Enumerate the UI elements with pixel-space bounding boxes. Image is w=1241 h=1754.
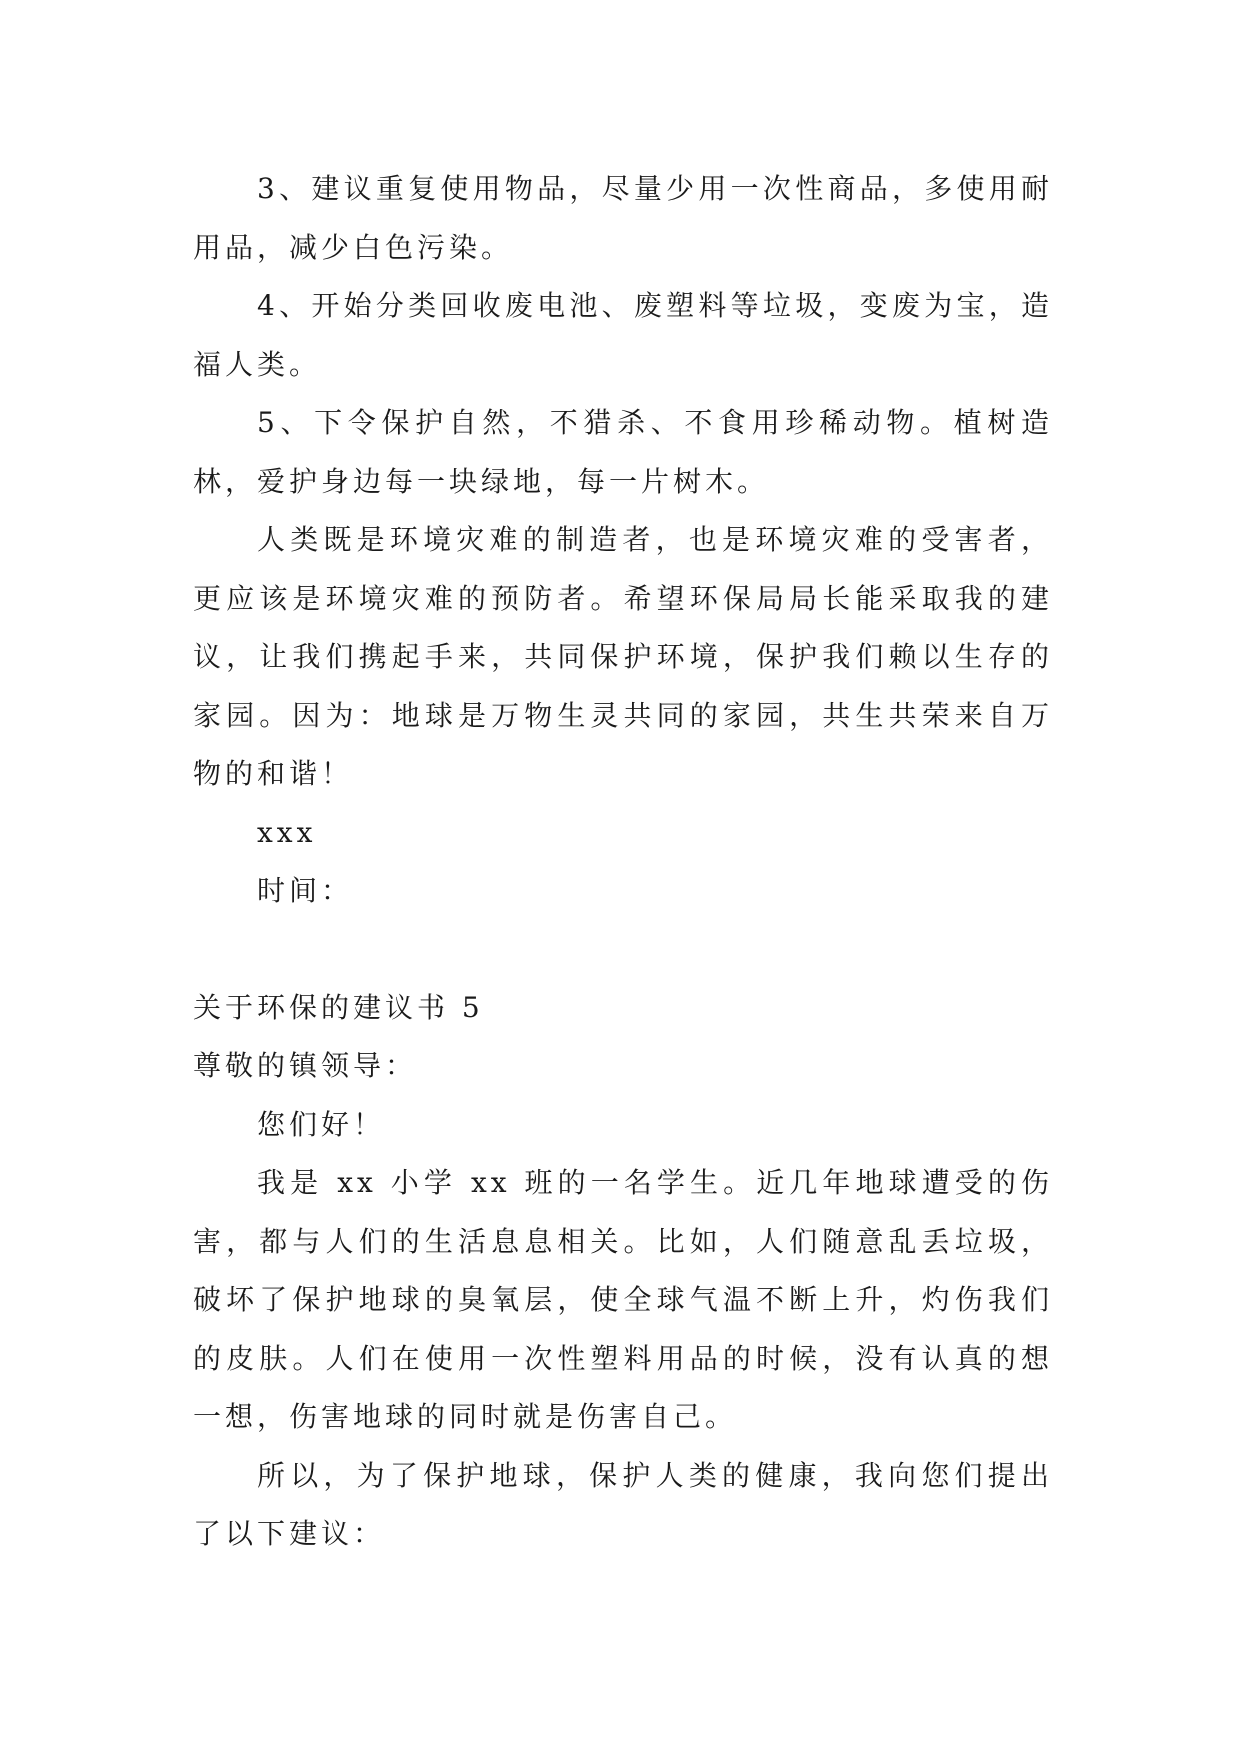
date-label: 时间： [257,874,354,907]
suggestion-3: 3、建议重复使用物品，尽量少用一次性商品，多使用耐用品，减少白色污染。 [193,172,1053,264]
greeting: 您们好！ [257,1107,386,1141]
closing-paragraph: 人类既是环境灾难的制造者，也是环境灾难的受害者，更应该是环境灾难的预防者。希望环保局局长能采取我的建议，让我们携起手来，共同保护环境，保护我们赖以生存的家园。因为：地球是万物生灵共同的家园，共生共荣来自万物的和谐！ [193,523,1053,790]
section-title: 关于环保的建议书 5 [193,990,484,1024]
intro-paragraph: 我是 xx 小学 xx 班的一名学生。近几年地球遭受的伤害，都与人们的生活息息相关。比如，人们随意乱丢垃圾，破坏了保护地球的臭氧层，使全球气温不断上升，灼伤我们的皮肤。人们在使用一次性塑料用品的时候，没有认真的想一想，伤害地球的同时就是伤害自己。 [193,1166,1053,1433]
suggestion-5: 5、下令保护自然，不猎杀、不食用珍稀动物。植树造林，爱护身边每一块绿地，每一片树木。 [193,406,1053,498]
salutation: 尊敬的镇领导： [193,1049,418,1082]
proposal-paragraph: 所以，为了保护地球，保护人类的健康，我向您们提出了以下建议： [193,1458,1053,1550]
suggestion-4: 4、开始分类回收废电池、废塑料等垃圾，变废为宝，造福人类。 [193,289,1053,381]
section-gap [193,921,1053,979]
signature: xxx [257,815,317,849]
document-body [193,160,1053,1564]
